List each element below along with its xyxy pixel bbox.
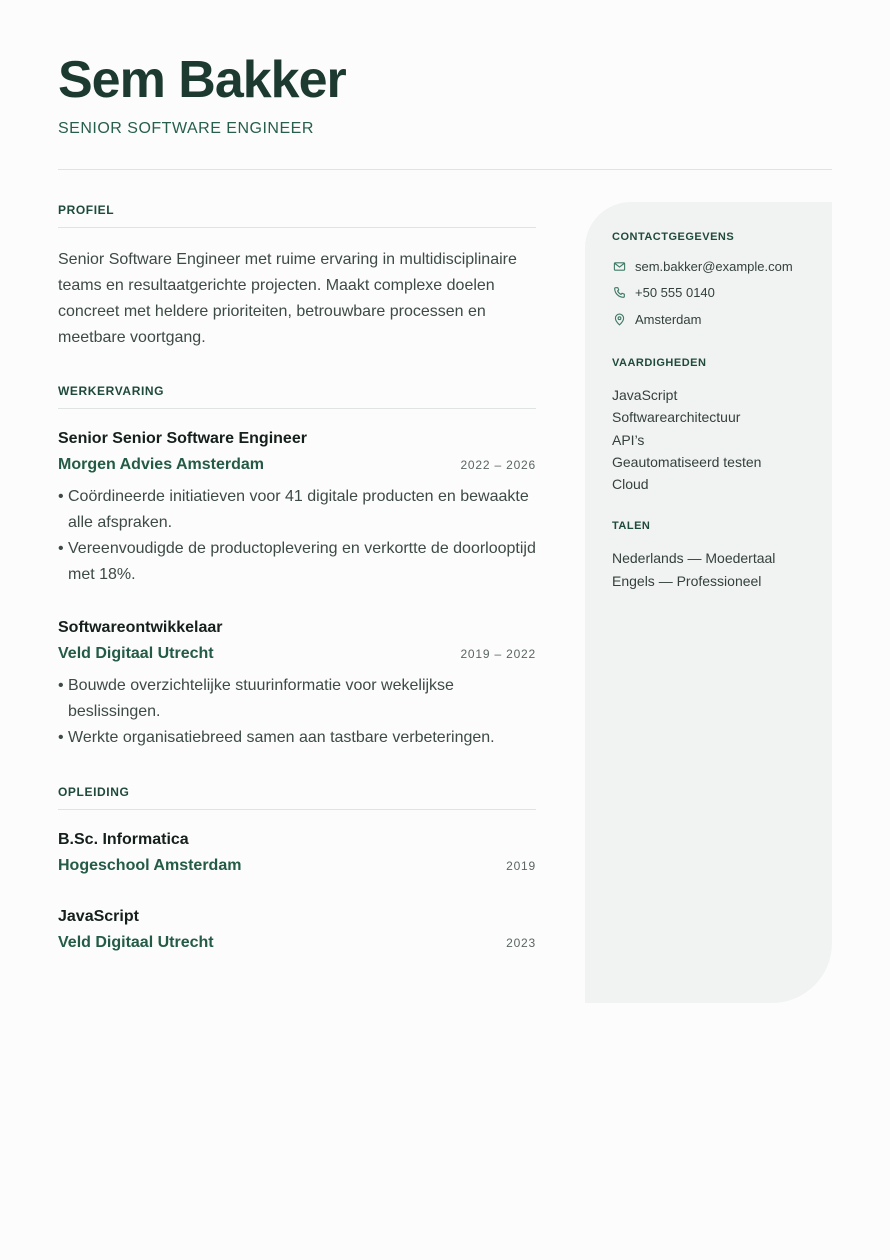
mail-icon bbox=[612, 259, 626, 273]
job-company: Morgen Advies Amsterdam bbox=[58, 456, 264, 473]
section-title-skills: VAARDIGHEDEN bbox=[612, 357, 707, 369]
language-item: Nederlands — Moedertaal bbox=[612, 550, 776, 567]
job-bullet: • Werkte organisatiebreed samen aan tastbare verbeteringen. bbox=[58, 725, 536, 751]
phone-icon bbox=[612, 286, 626, 300]
skills-section bbox=[612, 357, 812, 495]
job-dates: 2019 – 2022 bbox=[460, 647, 536, 661]
header-divider bbox=[58, 169, 832, 170]
education-institution: Veld Digitaal Utrecht bbox=[58, 934, 214, 951]
languages-section bbox=[612, 520, 812, 592]
skill-item: API’s bbox=[612, 431, 645, 448]
section-title-languages: TALEN bbox=[612, 520, 651, 533]
contact-phone[interactable] bbox=[612, 284, 812, 302]
education-title: JavaScript bbox=[58, 908, 139, 925]
job-meta bbox=[58, 645, 536, 663]
job-bullet: • Vereenvoudigde de productoplevering en verkortte de doorlooptijd met 18%. bbox=[58, 536, 536, 588]
education-institution: Hogeschool Amsterdam bbox=[58, 857, 242, 874]
job-entry bbox=[58, 618, 536, 751]
section-title-work: WERKERVARING bbox=[58, 384, 536, 409]
skill-item: JavaScript bbox=[612, 387, 678, 403]
job-meta bbox=[58, 456, 536, 474]
contact-phone-text[interactable]: +50 555 0140 bbox=[635, 285, 715, 300]
candidate-name: Sem Bakker bbox=[58, 51, 346, 109]
job-bullets bbox=[58, 484, 536, 588]
location-pin-icon bbox=[612, 312, 626, 326]
contact-email[interactable] bbox=[612, 257, 812, 275]
main-column bbox=[58, 203, 536, 952]
job-dates: 2022 – 2026 bbox=[460, 458, 536, 472]
contact-list bbox=[612, 257, 812, 328]
education-entry bbox=[58, 830, 536, 875]
job-title: Softwareontwikkelaar bbox=[58, 619, 223, 636]
job-role: SENIOR SOFTWARE ENGINEER bbox=[58, 120, 314, 137]
profile-text: Senior Software Engineer met ruime ervaring in multidisciplinaire teams en resultaatgerichte projecten. Maakt complexe doelen concreet met heldere prioriteiten, betrouwbare processen en meetbare voortgang. bbox=[58, 251, 517, 346]
profile-section bbox=[58, 203, 536, 351]
contact-email-text[interactable]: sem.bakker@example.com bbox=[635, 258, 793, 274]
skill-item: Cloud bbox=[612, 476, 649, 493]
job-bullet: • Bouwde overzichtelijke stuurinformatie voor wekelijkse beslissingen. bbox=[58, 673, 536, 725]
section-title-contact: CONTACTGEGEVENS bbox=[612, 231, 735, 243]
language-item: Engels — Professioneel bbox=[612, 572, 762, 589]
job-title: Senior Senior Software Engineer bbox=[58, 430, 307, 447]
section-title-profile: PROFIEL bbox=[58, 203, 536, 228]
job-bullet: • Coördineerde initiatieven voor 41 digitale producten en bewaakte alle afspraken. bbox=[58, 484, 536, 536]
job-company: Veld Digitaal Utrecht bbox=[58, 645, 214, 662]
education-entry bbox=[58, 907, 536, 952]
job-bullets bbox=[58, 673, 536, 751]
contact-section bbox=[612, 231, 812, 328]
education-meta bbox=[58, 934, 536, 952]
contact-location bbox=[612, 310, 812, 328]
education-meta bbox=[58, 857, 536, 875]
skills-list bbox=[612, 384, 812, 495]
job-entry bbox=[58, 429, 536, 588]
education-year: 2019 bbox=[506, 859, 536, 873]
education-year: 2023 bbox=[506, 936, 536, 950]
section-title-education: OPLEIDING bbox=[58, 785, 536, 810]
education-title: B.Sc. Informatica bbox=[58, 831, 189, 848]
contact-location-text: Amsterdam bbox=[635, 311, 702, 327]
skill-item: Softwarearchitectuur bbox=[612, 409, 741, 426]
languages-list bbox=[612, 547, 812, 592]
work-section bbox=[58, 384, 536, 751]
skill-item: Geautomatiseerd testen bbox=[612, 453, 762, 470]
sidebar bbox=[585, 202, 832, 1003]
education-section bbox=[58, 785, 536, 952]
